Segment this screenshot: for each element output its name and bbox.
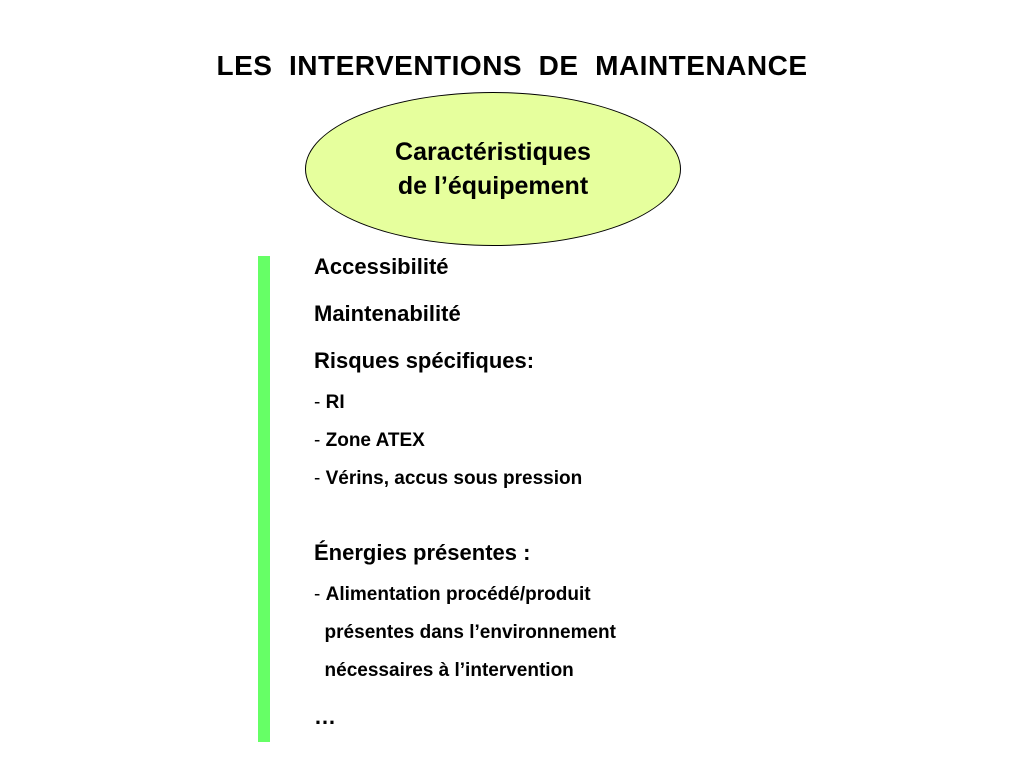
ellipse-label-line2: de l’équipement <box>397 172 589 200</box>
risque-label: RI <box>325 392 345 413</box>
item-maintenabilite: Maintenabilité <box>314 301 461 326</box>
energie-item-continuation: présentes dans l’environnement <box>314 622 616 643</box>
risque-item <box>314 468 582 490</box>
ellipsis: … <box>314 704 336 729</box>
bullet-dash: - <box>314 430 326 451</box>
equipment-characteristics-ellipse <box>305 92 681 246</box>
energie-item-continuation: nécessaires à l’intervention <box>314 660 574 681</box>
green-accent-bar <box>258 256 270 742</box>
slide-title: LES INTERVENTIONS DE MAINTENANCE <box>216 50 808 81</box>
heading-risques: Risques spécifiques: <box>314 348 535 373</box>
risque-item <box>314 430 425 452</box>
heading-energies: Énergies présentes : <box>314 540 531 565</box>
bullet-dash: - <box>314 468 326 489</box>
risque-label: Zone ATEX <box>325 430 425 451</box>
risque-item <box>314 392 345 414</box>
risque-label: Vérins, accus sous pression <box>325 468 583 489</box>
item-accessibilite: Accessibilité <box>314 254 449 279</box>
bullet-dash: - <box>314 392 326 413</box>
ellipse-label-line1: Caractéristiques <box>395 138 591 166</box>
energie-label: Alimentation procédé/produit <box>325 584 591 605</box>
bullet-dash: - <box>314 584 326 605</box>
energie-item <box>314 584 591 606</box>
